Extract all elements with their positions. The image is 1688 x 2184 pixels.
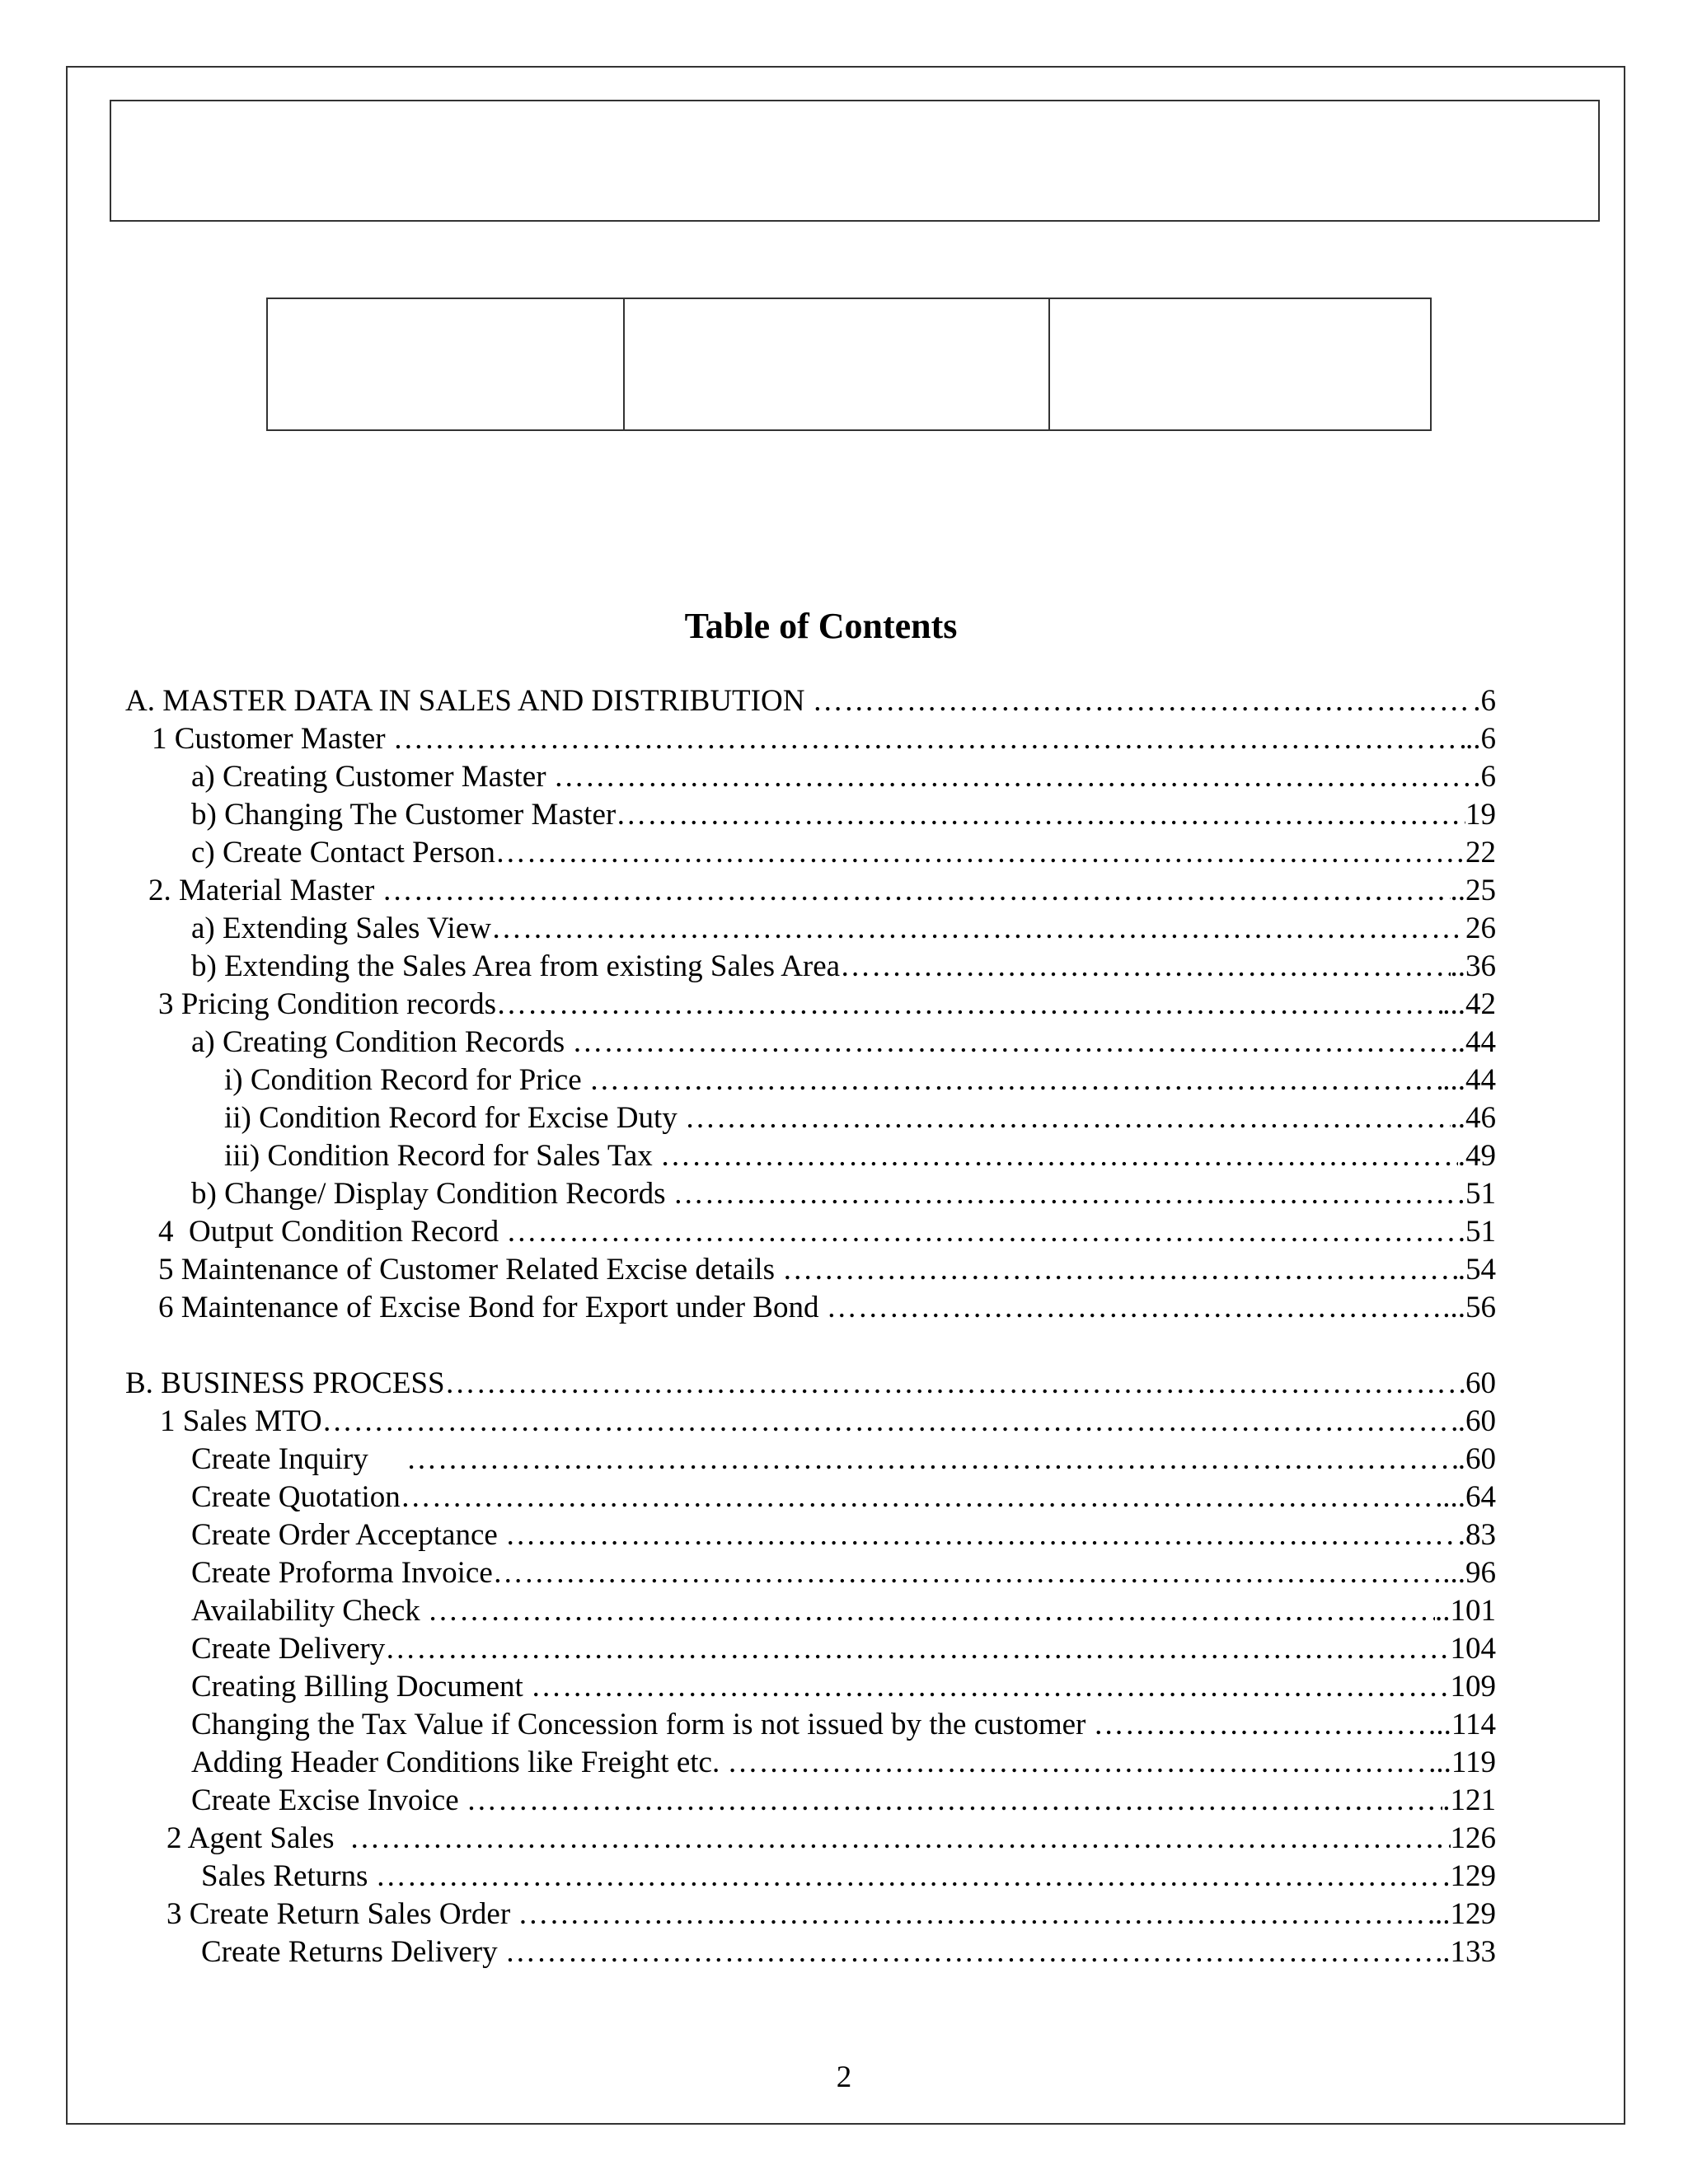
toc-entry-label: 4 Output Condition Record bbox=[158, 1215, 507, 1249]
toc-leader-dots bbox=[840, 948, 1450, 986]
toc-leader-dots bbox=[382, 872, 1451, 910]
toc-leader-dots bbox=[572, 1024, 1457, 1062]
toc-entry bbox=[166, 1896, 1496, 1933]
toc-entry bbox=[191, 796, 1496, 834]
toc-leader-dots bbox=[467, 1782, 1442, 1820]
toc-entry bbox=[158, 1289, 1496, 1327]
toc-entry-label: Create Proforma Invoice bbox=[191, 1556, 493, 1590]
toc-entry-label: a) Creating Customer Master bbox=[191, 760, 554, 794]
toc-leader-dots bbox=[349, 1820, 1451, 1858]
toc-leader-dots bbox=[531, 1668, 1450, 1706]
toc-entry bbox=[191, 1592, 1496, 1630]
toc-entry-page: ...44 bbox=[1442, 1063, 1496, 1097]
toc-entry bbox=[201, 1933, 1496, 1971]
header-cell-3 bbox=[1050, 299, 1430, 429]
toc-leader-dots bbox=[406, 1441, 1458, 1479]
toc-entry-page: ...42 bbox=[1442, 987, 1496, 1021]
header-cell-1 bbox=[268, 299, 625, 429]
toc-entry bbox=[191, 1782, 1496, 1820]
toc-entry-label: Create Delivery bbox=[191, 1632, 386, 1666]
toc-entry bbox=[191, 1516, 1496, 1554]
toc-entry-page: 109 bbox=[1450, 1670, 1496, 1704]
toc-leader-dots bbox=[505, 1933, 1442, 1971]
header-box bbox=[110, 100, 1600, 222]
toc-entry-label: 2 Agent Sales bbox=[166, 1821, 349, 1855]
toc-leader-dots bbox=[401, 1479, 1442, 1516]
toc-entry-label: Availability Check bbox=[191, 1594, 429, 1628]
toc-entry-label: Create Returns Delivery bbox=[201, 1935, 505, 1969]
toc-title: Table of Contents bbox=[684, 606, 958, 646]
toc-entry-label: Create Inquiry bbox=[191, 1442, 406, 1476]
toc-entry-page: .121 bbox=[1442, 1783, 1496, 1817]
toc-entry-label: Create Excise Invoice bbox=[191, 1783, 467, 1817]
page-number: 2 bbox=[836, 2060, 852, 2094]
toc-entry-page: ..114 bbox=[1436, 1708, 1496, 1741]
toc-entry bbox=[224, 1099, 1496, 1137]
toc-leader-dots bbox=[1094, 1706, 1437, 1744]
toc-entry-label: Sales Returns bbox=[201, 1859, 376, 1893]
toc-entry-label: 3 Create Return Sales Order bbox=[166, 1897, 518, 1931]
toc-entry-page: ..25 bbox=[1450, 874, 1496, 907]
header-cells bbox=[266, 298, 1432, 431]
toc-entry-page: .51 bbox=[1457, 1215, 1496, 1249]
toc-entry-page: ...56 bbox=[1442, 1291, 1496, 1324]
toc-entry-page: .54 bbox=[1457, 1253, 1496, 1286]
toc-entry-page: .6 bbox=[1473, 760, 1496, 794]
toc-entry bbox=[224, 1062, 1496, 1099]
toc-leader-dots bbox=[505, 1516, 1458, 1554]
toc-entry-page: ...64 bbox=[1442, 1480, 1496, 1514]
toc-entry bbox=[191, 834, 1496, 872]
toc-entry-label: 2. Material Master bbox=[148, 874, 382, 907]
toc-entry-page: ..46 bbox=[1450, 1101, 1496, 1135]
toc-entry bbox=[191, 948, 1496, 986]
toc-entry-page: ..101 bbox=[1435, 1594, 1496, 1628]
toc-entry-label: b) Changing The Customer Master bbox=[191, 798, 617, 832]
toc-entry bbox=[148, 872, 1496, 910]
toc-entry bbox=[158, 1213, 1496, 1251]
toc-leader-dots bbox=[782, 1251, 1458, 1289]
toc-entry bbox=[191, 1554, 1496, 1592]
toc-entry-label: Create Order Acceptance bbox=[191, 1518, 506, 1552]
toc-entry-label: 1 Sales MTO bbox=[160, 1404, 322, 1438]
toc-entry-label: b) Extending the Sales Area from existing Sales Area bbox=[191, 949, 841, 983]
toc-entry-label: b) Change/ Display Condition Records bbox=[191, 1177, 673, 1211]
toc-leader-dots bbox=[827, 1289, 1443, 1327]
toc-entry-label: Adding Header Conditions like Freight etc. bbox=[191, 1746, 728, 1779]
toc-leader-dots bbox=[616, 796, 1465, 834]
toc-entry bbox=[191, 910, 1496, 948]
toc-entry bbox=[160, 1403, 1496, 1441]
toc-entry bbox=[158, 1251, 1496, 1289]
header-cell-2 bbox=[625, 299, 1050, 429]
toc-entry bbox=[152, 720, 1496, 758]
toc-entry-label: 1 Customer Master bbox=[152, 722, 393, 756]
toc-entry-page: .83 bbox=[1457, 1518, 1496, 1552]
toc-entry-page: .44 bbox=[1457, 1025, 1496, 1059]
toc-leader-dots bbox=[322, 1403, 1458, 1441]
toc-entry-label: a) Creating Condition Records bbox=[191, 1025, 573, 1059]
toc-leader-dots bbox=[673, 1175, 1465, 1213]
toc-entry-page: .6 bbox=[1473, 684, 1496, 718]
toc-entry-page: .49 bbox=[1457, 1139, 1496, 1173]
toc-entry bbox=[191, 1668, 1496, 1706]
toc-entry-page: .133 bbox=[1442, 1935, 1496, 1969]
toc-entry bbox=[191, 758, 1496, 796]
toc-entry-page: 104 bbox=[1450, 1632, 1496, 1666]
toc-entry-label: i) Condition Record for Price bbox=[224, 1063, 589, 1097]
toc-leader-dots bbox=[376, 1858, 1443, 1896]
toc-entry-label: 5 Maintenance of Customer Related Excise details bbox=[158, 1253, 783, 1286]
toc-leader-dots bbox=[554, 758, 1473, 796]
toc-entry bbox=[191, 1175, 1496, 1213]
toc-entry-label: ii) Condition Record for Excise Duty bbox=[224, 1101, 686, 1135]
toc-leader-dots bbox=[445, 1365, 1465, 1403]
toc-entry-page: .60 bbox=[1457, 1404, 1496, 1438]
toc-entry bbox=[125, 1365, 1496, 1403]
toc-entry bbox=[166, 1820, 1496, 1858]
toc-entry-page: ..6 bbox=[1465, 722, 1496, 756]
toc-leader-dots bbox=[727, 1744, 1428, 1782]
toc-entry bbox=[224, 1137, 1496, 1175]
toc-entry-label: 3 Pricing Condition records bbox=[158, 987, 497, 1021]
toc-entry-page: 19 bbox=[1465, 798, 1496, 832]
toc-entry-page: ..36 bbox=[1450, 949, 1496, 983]
toc-entry bbox=[158, 986, 1496, 1024]
toc-entry-page: ...119 bbox=[1428, 1746, 1496, 1779]
toc-leader-dots bbox=[660, 1137, 1458, 1175]
toc-entry bbox=[201, 1858, 1496, 1896]
toc-entry-label: iii) Condition Record for Sales Tax bbox=[224, 1139, 661, 1173]
toc-entry bbox=[191, 1630, 1496, 1668]
toc-leader-dots bbox=[385, 1630, 1450, 1668]
toc-entry bbox=[191, 1441, 1496, 1479]
toc-entry-label: Changing the Tax Value if Concession form is not issued by the customer bbox=[191, 1708, 1094, 1741]
toc-entry-label: c) Create Contact Person bbox=[191, 836, 495, 869]
toc-entry-label: A. MASTER DATA IN SALES AND DISTRIBUTION bbox=[125, 684, 813, 718]
toc-entry-label: Create Quotation bbox=[191, 1480, 401, 1514]
toc-leader-dots bbox=[393, 720, 1465, 758]
toc-leader-dots bbox=[493, 1554, 1443, 1592]
toc-leader-dots bbox=[428, 1592, 1435, 1630]
toc-leader-dots bbox=[506, 1213, 1457, 1251]
toc-entry-page: ...96 bbox=[1442, 1556, 1496, 1590]
toc-entry-label: a) Extending Sales View bbox=[191, 912, 491, 945]
toc-entry-page: 22 bbox=[1465, 836, 1496, 869]
toc-leader-dots bbox=[589, 1062, 1442, 1099]
toc-entry bbox=[191, 1024, 1496, 1062]
toc-entry bbox=[125, 682, 1496, 720]
toc-entry-page: .60 bbox=[1457, 1442, 1496, 1476]
toc-leader-dots bbox=[495, 834, 1465, 872]
toc-entry bbox=[191, 1706, 1496, 1744]
toc-entry-page: 26 bbox=[1465, 912, 1496, 945]
toc-leader-dots bbox=[685, 1099, 1450, 1137]
toc-entry-page: 126 bbox=[1450, 1821, 1496, 1855]
toc-entry-page: ..129 bbox=[1435, 1897, 1496, 1931]
toc-entry-page: 60 bbox=[1465, 1366, 1496, 1400]
toc-leader-dots bbox=[813, 682, 1474, 720]
toc-entry bbox=[191, 1744, 1496, 1782]
toc-entry-page: 51 bbox=[1465, 1177, 1496, 1211]
toc-leader-dots bbox=[518, 1896, 1435, 1933]
toc-leader-dots bbox=[496, 986, 1442, 1024]
toc-entry-label: B. BUSINESS PROCESS bbox=[125, 1366, 445, 1400]
toc-leader-dots bbox=[491, 910, 1465, 948]
toc-entry-label: Creating Billing Document bbox=[191, 1670, 532, 1704]
toc-entry-page: .129 bbox=[1442, 1859, 1496, 1893]
toc-entry-label: 6 Maintenance of Excise Bond for Export under Bond bbox=[158, 1291, 827, 1324]
toc-entry bbox=[191, 1479, 1496, 1516]
